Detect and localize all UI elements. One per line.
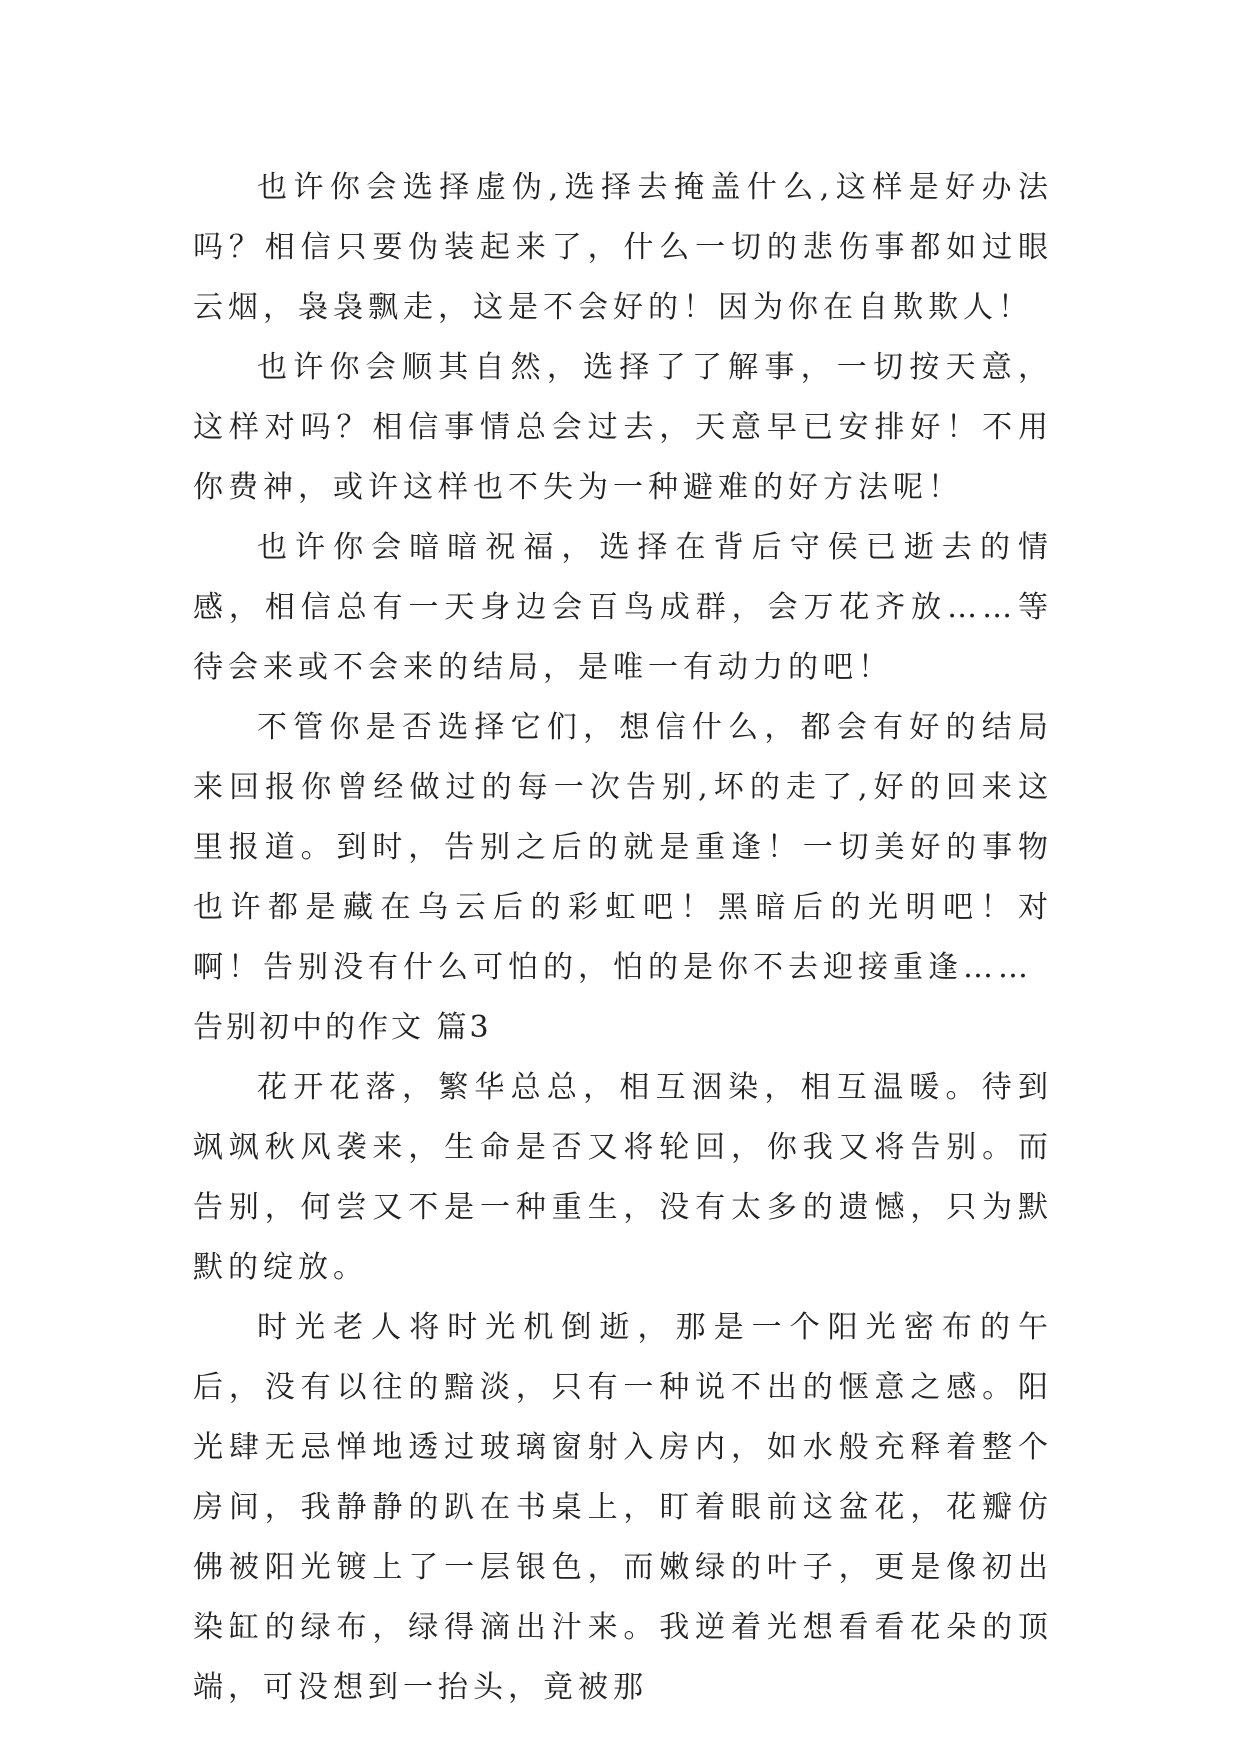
paragraph-6: 时光老人将时光机倒逝，那是一个阳光密布的午后，没有以往的黯淡，只有一种说不出的惬意之感。阳光肆无忌惮地透过玻璃窗射入房内，如水般充释着整个房间，我静静的趴在书桌上，盯着眼前这盆花，花瓣仿佛被阳光镀上了一层银色，而嫩绿的叶子，更是像初出染缸的绿布，绿得滴出汁来。我逆着光想看看花朵的顶端，可没想到一抬头，竟被那	[193, 1310, 1053, 1705]
document-body	[193, 158, 1053, 1718]
paragraph-5: 花开花落，繁华总总，相互洇染，相互温暖。待到飒飒秋风袭来，生命是否又将轮回，你我又将告别。而告别，何尝又不是一种重生，没有太多的遗憾，只为默默的绽放。	[193, 1070, 1053, 1285]
paragraph-2: 也许你会顺其自然，选择了了解事，一切按天意，这样对吗？相信事情总会过去，天意早已安排好！不用你费神，或许这样也不失为一种避难的好方法呢！	[193, 350, 1053, 505]
paragraph-4: 不管你是否选择它们，想信什么，都会有好的结局来回报你曾经做过的每一次告别,坏的走了,好的回来这里报道。到时，告别之后的就是重逢！一切美好的事物也许都是藏在乌云后的彩虹吧！黑暗后的光明吧！对啊！告别没有什么可怕的，怕的是你不去迎接重逢……	[193, 710, 1053, 985]
paragraph-1: 也许你会选择虚伪,选择去掩盖什么,这样是好办法吗？相信只要伪装起来了，什么一切的悲伤事都如过眼云烟，袅袅飘走，这是不会好的！因为你在自欺欺人！	[193, 170, 1053, 325]
section-heading: 告别初中的作文 篇3	[193, 1010, 492, 1045]
paragraph-3: 也许你会暗暗祝福，选择在背后守侯已逝去的情感，相信总有一天身边会百鸟成群，会万花齐放……等待会来或不会来的结局，是唯一有动力的吧！	[193, 530, 1053, 685]
